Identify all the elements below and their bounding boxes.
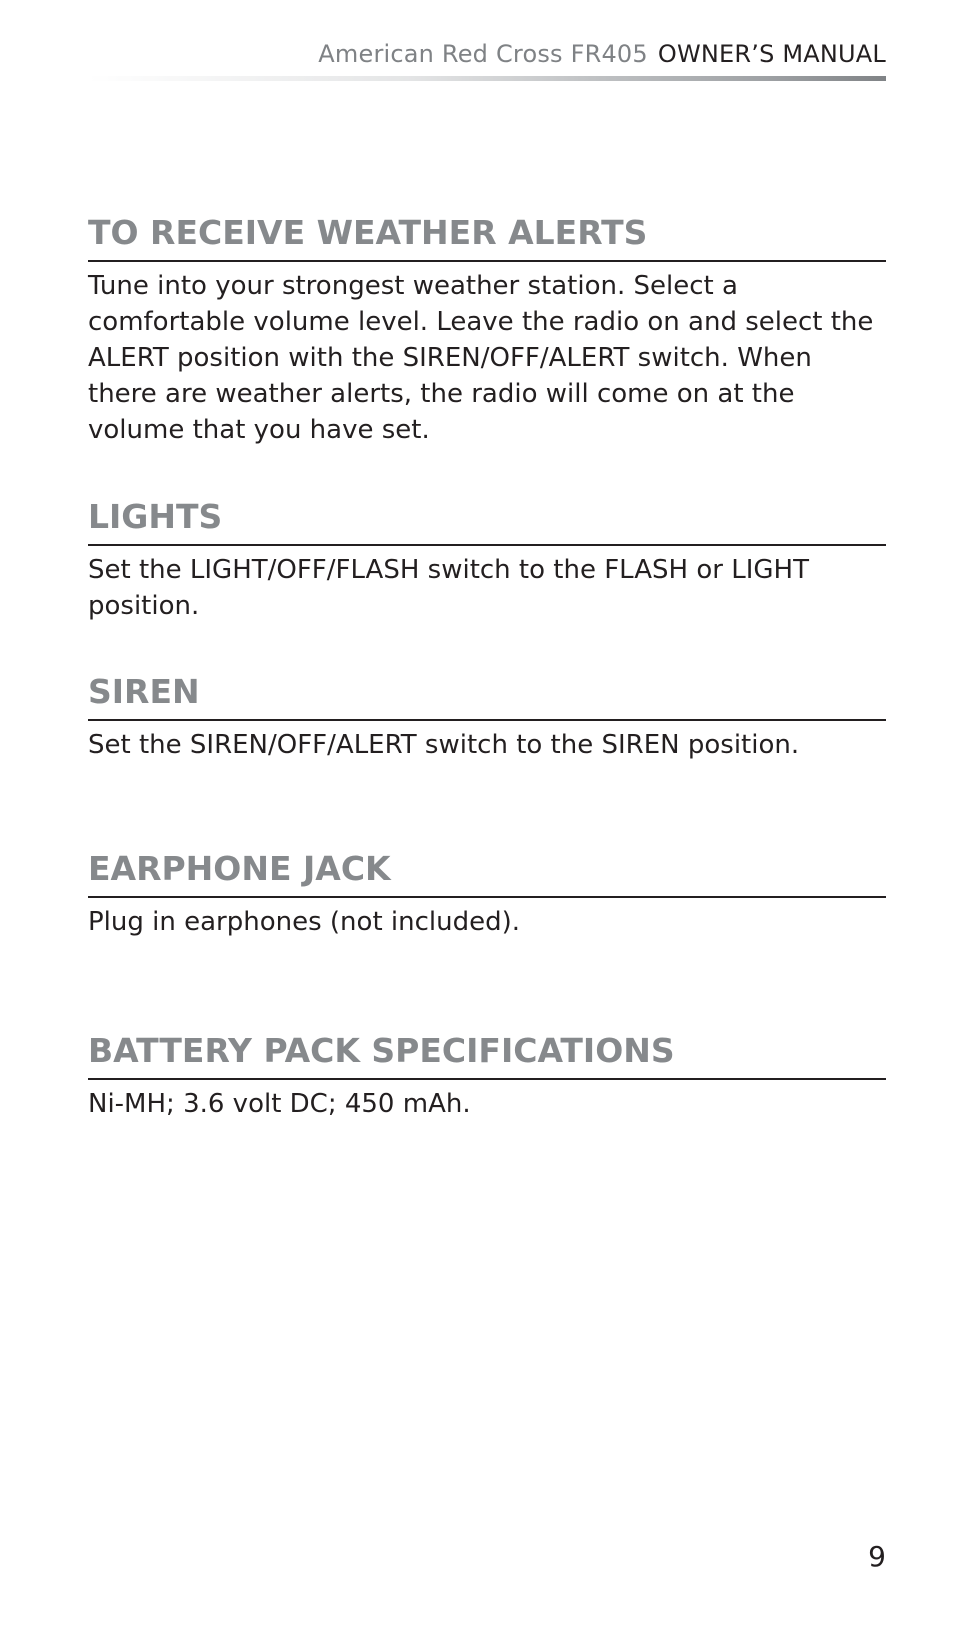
page-number: 9	[868, 1540, 886, 1573]
section-lights	[88, 496, 886, 624]
section-body: Ni-MH; 3.6 volt DC; 450 mAh.	[88, 1089, 471, 1119]
section-battery-specs	[88, 1030, 886, 1122]
header-divider	[88, 76, 886, 81]
section-body: Plug in earphones (not included).	[88, 907, 521, 937]
section-earphone-jack	[88, 848, 886, 940]
section-body: Set the LIGHT/OFF/FLASH switch to the FLASH or LIGHT position.	[88, 555, 809, 621]
section-siren	[88, 671, 886, 763]
section-heading: LIGHTS	[88, 496, 886, 546]
section-weather-alerts	[88, 212, 886, 448]
section-body: Set the SIREN/OFF/ALERT switch to the SIREN position.	[88, 730, 800, 760]
header-product-name: American Red Cross FR405	[318, 40, 648, 68]
section-heading: TO RECEIVE WEATHER ALERTS	[88, 212, 886, 262]
header-manual-title: OWNER’S MANUAL	[657, 40, 886, 68]
section-heading: EARPHONE JACK	[88, 848, 886, 898]
section-heading: SIREN	[88, 671, 886, 721]
section-heading: BATTERY PACK SPECIFICATIONS	[88, 1030, 886, 1080]
running-header	[318, 40, 886, 68]
section-body: Tune into your strongest weather station. Select a comfortable volume level. Leave the radio on and select the ALERT position with the SIREN/OFF/ALERT switch. When there are weather alerts, the radio will come on at the volume that you have set.	[88, 271, 874, 445]
